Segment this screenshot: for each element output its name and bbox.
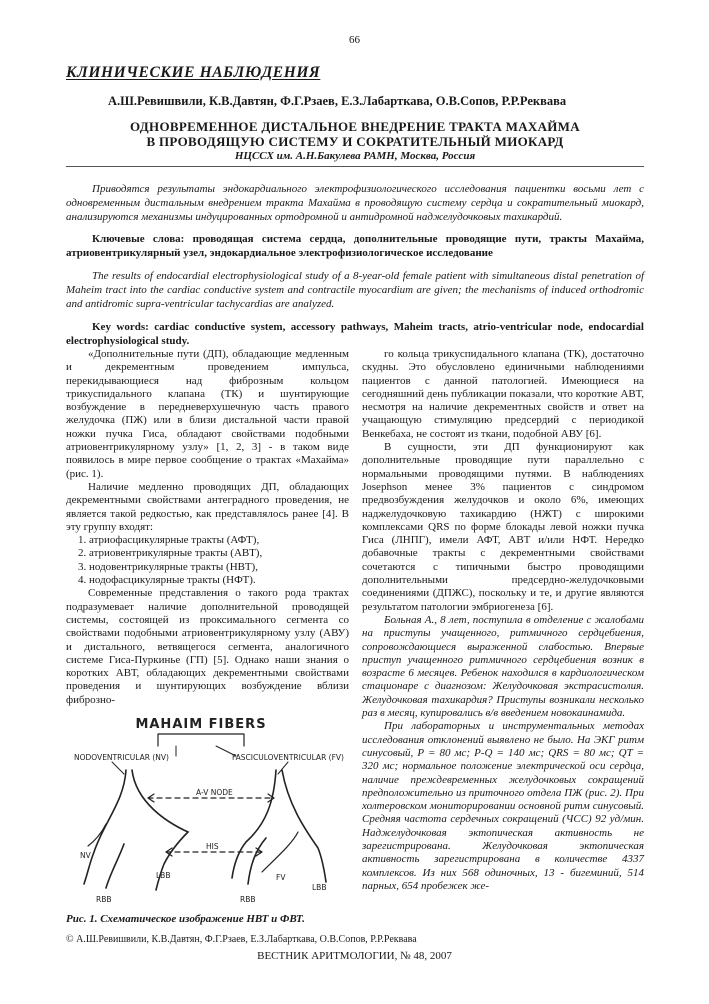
- keywords-ru: Ключевые слова: проводящая система сердца, дополнительные проводящие пути, тракты Махайма, атриовентрикулярный узел, эндокардиальное электрофизиологическое исследование: [66, 233, 644, 259]
- list-item: 3. нодовентрикулярные тракты (НВТ),: [78, 560, 258, 573]
- label-av-node: A-V NODE: [196, 788, 233, 797]
- label-lbb-left: LBB: [156, 871, 171, 880]
- title-line-2: В ПРОВОДЯЩУЮ СИСТЕМУ И СОКРАТИТЕЛЬНЫЙ МИОКАРД: [146, 134, 564, 149]
- figure-heading: MAHAIM FIBERS: [135, 717, 267, 732]
- label-nodoventricular: NODOVENTRICULAR (NV): [74, 753, 169, 762]
- tract-list: [66, 534, 349, 587]
- divider: [66, 166, 644, 167]
- authors: А.Ш.Ревишвили, К.В.Давтян, Ф.Г.Рзаев, Е.З.Лабарткава, О.В.Сопов, Р.Р.Реквава: [108, 94, 567, 108]
- paragraph: го кольца трикуспидального клапана (ТК), достаточно скудны. Это обусловлено единичными наблюдениями пациентов с данной патологией. Имеющиеся на сегодняшний день публикации показали, что короткие АВТ, несмотря на наличие декрементных свойств и ответ на учащающую стимуляцию предсердий с периодикой Венкебаха, не состоят из ткани, подобной АВУ [6].: [362, 348, 644, 440]
- abstract-ru: [66, 182, 644, 224]
- list-item: 2. атриовентрикулярные тракты (АВТ),: [78, 547, 263, 560]
- abstract-en: [66, 269, 644, 311]
- paragraph: Современные представления о такого рода трактах подразумевает наличие дополнительной проводящей системы, состоящей из проксимального сегмента со свойствами подобными атриовентрикулярному узлу (АВУ) и дистального, ветвящегося сегмента, аналогичного системе Гиса-Пуркинье (ГП) [5]. Однако наши знания о коротких АВТ, обладающих декрементными свойствами проведения и шунтирующих возбуждение вблизи фиброзно-: [66, 587, 349, 706]
- list-item: 4. нодофасцикулярные тракты (НФТ).: [78, 574, 256, 587]
- paragraph: «Дополнительные пути (ДП), обладающие медленным и декрементным проведением импульса, перекидывающиеся над фиброзным кольцом трикуспидального клапана (ТК) и шунтирующие возбуждение в передневерхушечную часть правого желудочка (ПЖ) или в близи дистальной части правой ножки пучка Гиса, обладают свойствами подобными атриовентрикулярному узлу» [1, 2, 3] - в таком виде появилось в мире первое сообщение о трактах «Махайма» (рис. 1).: [66, 348, 349, 480]
- mark-nv: NV: [80, 851, 91, 860]
- article-title: [60, 119, 650, 149]
- figure-mahaim-fibers: [66, 712, 349, 912]
- label-lbb-right: LBB: [312, 883, 327, 892]
- label-rbb-right: RBB: [240, 895, 256, 904]
- abstract-en-text: The results of endocardial electrophysiological study of a 8-year-old female patient with simultaneous distal penetration of Maheim tract into the cardiac conductive system and contractile myocardium are given; the mechanisms of induced orthodromic and antidromic supra-ventricular tachycardias are analyzed.: [66, 270, 644, 310]
- mahaim-diagram: [66, 712, 349, 912]
- journal-footer: ВЕСТНИК АРИТМОЛОГИИ, № 48, 2007: [257, 950, 452, 962]
- copyright: © А.Ш.Ревишвили, К.В.Давтян, Ф.Г.Рзаев, Е.З.Лабарткава, О.В.Сопов, Р.Р.Реквава: [66, 934, 417, 945]
- mark-fv: FV: [276, 873, 286, 882]
- label-fasciculoventricular: FASCICULOVENTRICULAR (FV): [232, 753, 344, 762]
- figure-caption: Рис. 1. Схематическое изображение НВТ и ФВТ.: [66, 913, 305, 925]
- body-column-right: [362, 348, 644, 893]
- paragraph-case: При лабораторных и инструментальных методах исследования отклонений выявлено не было. На ЭКГ ритм синусовый, P = 80 мс; P-Q = 140 мс; QRS = 80 мс; QT = 320 мс; нормальное положение электрической оси сердца, наличие преждевременных желудочковых сокращений предположительно из приточного отдела ПЖ (рис. 2). При холтеровском мониторировании основной ритм синусовый. Средняя частота сердечных сокращений (ЧСС) 92 уд/мин. Наджелудочковая эктопическая активность не зарегистрирована. Желудочковая эктопическая активность зарегистрирована в количестве 4337 комплексов. Из них 568 одиночных, 13 - бигеминий, 514 парных, 654 пробежек же-: [362, 720, 644, 892]
- label-his: HIS: [206, 842, 219, 851]
- label-rbb-left: RBB: [96, 895, 112, 904]
- paragraph: В сущности, эти ДП функционируют как дополнительные проводящие пути параллельно с нормальными проводящими путями. В наблюдениях Josephson менее 3% пациентов с синдромом предвозбуждения желудочков и около 6%, имеющих наджелудочковую тахикардию (НЖТ) с широкими комплексами QRS по форме блокады левой ножки пучка Гиса (ЛНПГ), имели АФТ, АВТ и/или НФТ. Нередко добавочные тракты с декрементными свойствами сочетаются с типичными быстро проводящими дополнительными предсердно-желудочковыми соединениями (ДПЖС), поскольку и те, и другие являются результатом патологии эмбриогенеза [6].: [362, 441, 644, 613]
- affiliation: НЦССХ им. А.Н.Бакулева РАМН, Москва, Россия: [234, 150, 476, 162]
- keywords-en: Key words: cardiac conductive system, accessory pathways, Maheim tracts, atrio-ventricular node, endocardial electrophysiological study.: [66, 321, 644, 347]
- paragraph-case: Больная А., 8 лет, поступила в отделение с жалобами на приступы учащенного, ритмичного сердцебиения, сопровождающиеся выраженной слабостью. Впервые приступ учащенного ритмичного сердцебиения возник в возрасте 6 месяцев. Ребенок находился в кардиологическом стационаре с диагнозом: Желудочковая экстрасистолия. Желудочковая тахикардия? Приступы возникали несколько раз в месяц, купировались в/в введением новокаинамида.: [362, 613, 644, 720]
- body-column-left: [66, 348, 349, 707]
- title-line-1: ОДНОВРЕМЕННОЕ ДИСТАЛЬНОЕ ВНЕДРЕНИЕ ТРАКТА МАХАЙМА: [130, 119, 580, 134]
- section-heading: КЛИНИЧЕСКИЕ НАБЛЮДЕНИЯ: [66, 64, 321, 81]
- page-number: 66: [349, 34, 360, 46]
- abstract-ru-text: Приводятся результаты эндокардиального электрофизиологического исследования пациентки восьми лет с одновременным дистальным внедрением тракта Махайма в проводящую систему сердца и сократительный миокард, анализируются механизмы индуцированных ортодромной и антидромной наджелудочковых тахикардий.: [66, 183, 644, 223]
- paragraph: Наличие медленно проводящих ДП, обладающих декрементными свойствами антеградного проведения, не является такой редкостью, как представлялось ранее [4]. В эту группу входят:: [66, 480, 349, 533]
- list-item: 1. атриофасцикулярные тракты (АФТ),: [78, 534, 260, 547]
